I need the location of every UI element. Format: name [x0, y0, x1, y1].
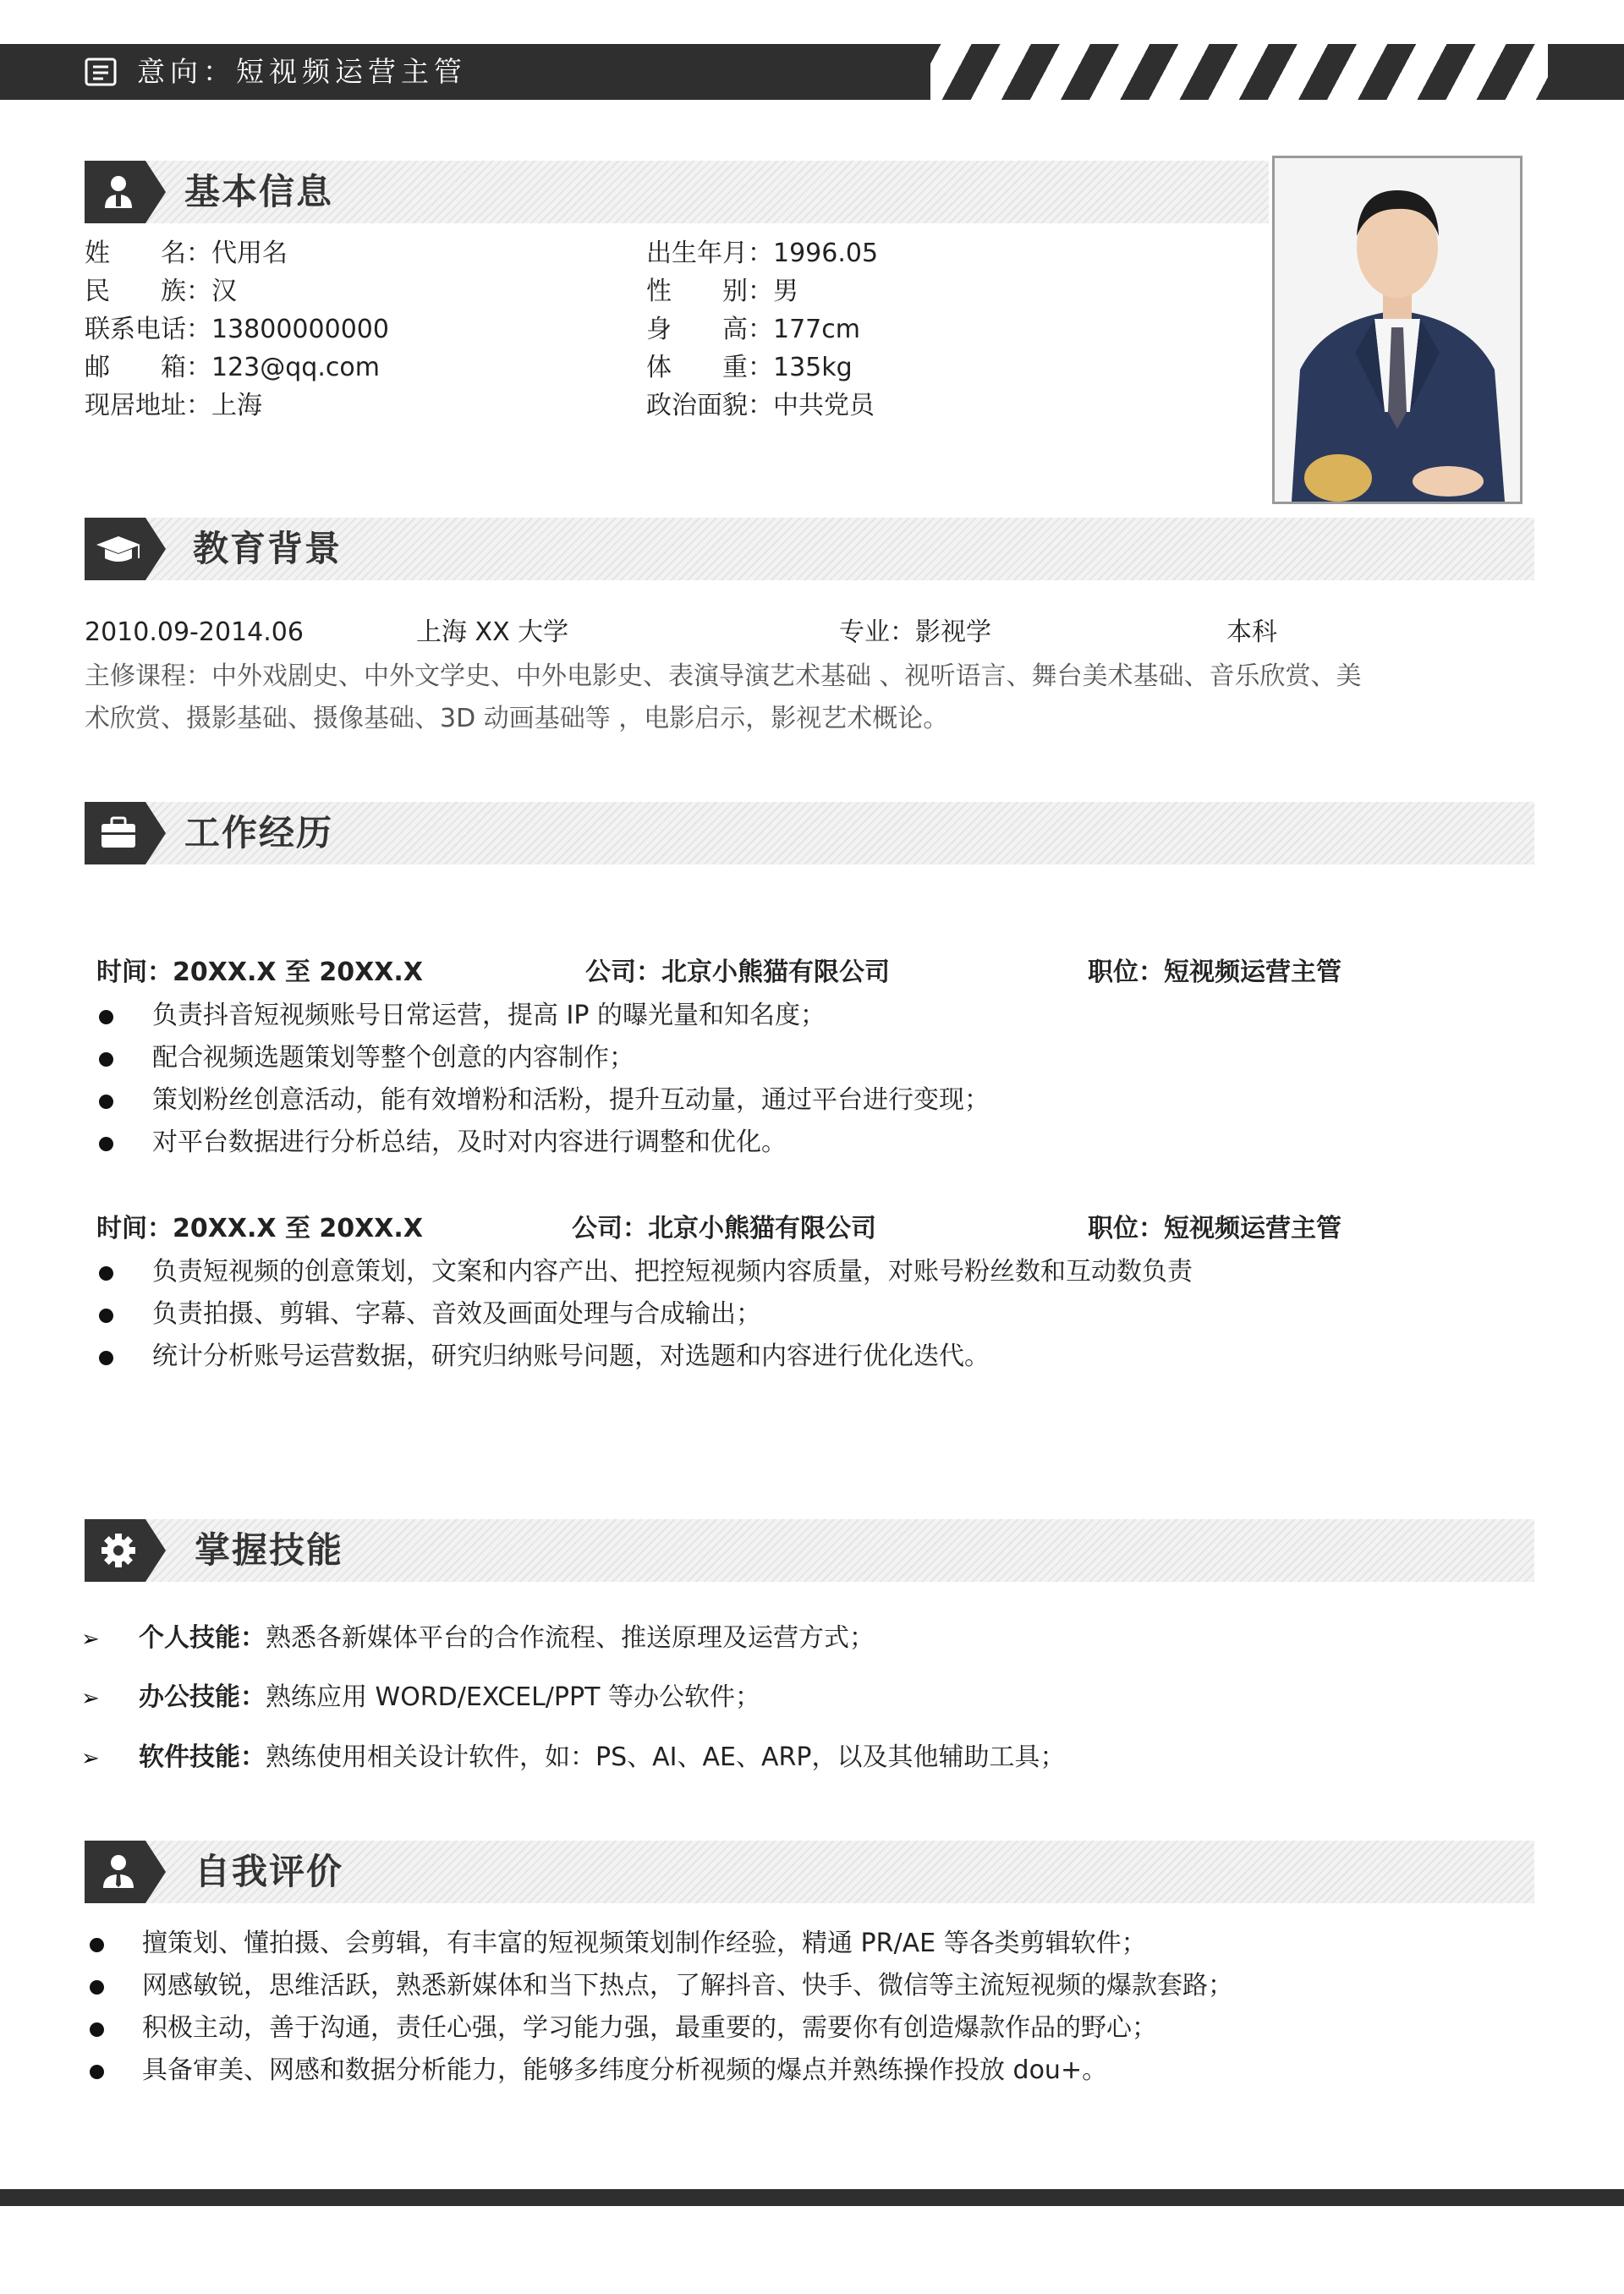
bullet-dot	[99, 1052, 113, 1067]
job2-company: 公司：北京小熊猫有限公司	[572, 1214, 876, 1243]
basic-height-row: 身 高：177cm	[646, 315, 860, 344]
skill-software: 软件技能：熟练使用相关设计软件，如：PS、AI、AE、ARP，以及其他辅助工具；	[139, 1742, 1066, 1772]
job1-duty: 配合视频选题策划等整个创意的内容制作；	[152, 1043, 634, 1073]
basic-name-row: 姓 名：代用名	[85, 239, 288, 268]
section-title: 教育背景	[193, 528, 343, 569]
birth-value: 1996.05	[773, 239, 879, 268]
user-tie-icon	[85, 1841, 166, 1903]
skill-office: 办公技能：熟练应用 WORD/EXCEL/PPT 等办公软件；	[139, 1682, 760, 1712]
banner-end	[1548, 44, 1624, 100]
arrow-bullet-icon: ➢	[81, 1746, 100, 1771]
job1-duty: 策划粉丝创意活动，能有效增粉和活粉，提升互动量，通过平台进行变现；	[152, 1085, 990, 1115]
section-title: 自我评价	[195, 1851, 344, 1892]
section-basic-info	[85, 161, 1269, 223]
banner-stripes	[930, 44, 1624, 100]
edu-courses-line2: 术欣赏、摄影基础、摄像基础、3D 动画基础等 ，电影启示，影视艺术概论。	[85, 704, 949, 733]
basic-email-row: 邮 箱：123@qq.com	[85, 353, 380, 382]
gender-value: 男	[773, 277, 798, 306]
arrow-bullet-icon: ➢	[81, 1686, 100, 1711]
basic-address-row: 现居地址：上海	[85, 391, 262, 420]
self-eval-item: 擅策划、懂拍摄、会剪辑，有丰富的短视频策划制作经验，精通 PR/AE 等各类剪辑软件；	[142, 1929, 1147, 1958]
job1-time: 时间：20XX.X 至 20XX.X	[96, 958, 423, 987]
ethnic-value: 汉	[211, 277, 237, 306]
skill-personal: 个人技能：熟悉各新媒体平台的合作流程、推送原理及运营方式；	[139, 1623, 875, 1653]
bullet-dot	[99, 1309, 113, 1323]
self-eval-item: 具备审美、网感和数据分析能力，能够多纬度分析视频的爆点并熟练操作投放 dou+。	[142, 2055, 1108, 2085]
job2-duty: 统计分析账号运营数据，研究归纳账号问题，对选题和内容进行优化迭代。	[152, 1342, 990, 1371]
bullet-dot	[90, 2022, 104, 2037]
bullet-dot	[90, 1980, 104, 1995]
section-self-eval	[85, 1841, 1534, 1903]
politics-value: 中共党员	[773, 391, 875, 420]
basic-politics-row: 政治面貌：中共党员	[646, 391, 875, 420]
edu-major: 专业：影视学	[839, 617, 991, 647]
self-eval-item: 积极主动，善于沟通，责任心强，学习能力强，最重要的，需要你有创造爆款作品的野心；	[142, 2013, 1157, 2043]
edu-school: 上海 XX 大学	[416, 617, 569, 647]
person-icon	[85, 161, 166, 223]
job1-duty: 对平台数据进行分析总结，及时对内容进行调整和优化。	[152, 1128, 787, 1157]
portrait-image	[1275, 158, 1520, 502]
bullet-dot	[99, 1010, 113, 1024]
edu-courses-line1: 主修课程：中外戏剧史、中外文学史、中外电影史、表演导演艺术基础 、视听语言、舞台美术基础、音乐欣赏、美	[85, 661, 1362, 691]
job1-duty: 负责抖音短视频账号日常运营，提高 IP 的曝光量和知名度；	[152, 1001, 826, 1030]
basic-phone-row: 联系电话：13800000000	[85, 315, 389, 344]
section-title: 基本信息	[184, 171, 334, 212]
weight-value: 135kg	[773, 353, 853, 382]
basic-birth-row: 出生年月：1996.05	[646, 239, 879, 268]
phone-value: 13800000000	[211, 315, 389, 344]
job-intent: 意向：短视频运营主管	[137, 55, 467, 88]
bullet-dot	[99, 1351, 113, 1365]
bullet-dot	[99, 1137, 113, 1151]
bullet-dot	[90, 2065, 104, 2079]
job2-duty: 负责短视频的创意策划，文案和内容产出、把控短视频内容质量，对账号粉丝数和互动数负责	[152, 1257, 1193, 1287]
basic-ethnic-row: 民 族：汉	[85, 277, 237, 306]
intent-banner	[0, 44, 1624, 100]
basic-weight-row: 体 重：135kg	[646, 353, 853, 382]
profile-photo	[1272, 156, 1522, 504]
basic-gender-row: 性 别：男	[646, 277, 798, 306]
section-title: 掌握技能	[195, 1529, 344, 1571]
section-title: 工作经历	[184, 812, 334, 853]
edu-period: 2010.09-2014.06	[85, 617, 304, 647]
self-eval-item: 网感敏锐，思维活跃，熟悉新媒体和当下热点，了解抖音、快手、微信等主流短视频的爆款套路；	[142, 1971, 1233, 2000]
section-skills	[85, 1519, 1534, 1582]
height-value: 177cm	[773, 315, 860, 344]
job2-position: 职位：短视频运营主管	[1088, 1214, 1341, 1243]
section-education	[85, 518, 1534, 580]
email-value: 123@qq.com	[211, 353, 380, 382]
name-value: 代用名	[211, 239, 288, 268]
gear-icon	[85, 1519, 166, 1582]
bullet-dot	[99, 1095, 113, 1109]
graduation-cap-icon	[85, 518, 166, 580]
bullet-dot	[90, 1938, 104, 1952]
footer-bar	[0, 2189, 1624, 2206]
job2-time: 时间：20XX.X 至 20XX.X	[96, 1214, 423, 1243]
briefcase-icon	[85, 802, 166, 864]
job2-duty: 负责拍摄、剪辑、字幕、音效及画面处理与合成输出；	[152, 1299, 761, 1329]
section-work	[85, 802, 1534, 864]
job1-position: 职位：短视频运营主管	[1088, 958, 1341, 987]
arrow-bullet-icon: ➢	[81, 1627, 100, 1652]
job1-company: 公司：北京小熊猫有限公司	[585, 958, 890, 987]
document-icon	[85, 58, 117, 86]
edu-degree: 本科	[1226, 617, 1277, 647]
bullet-dot	[99, 1266, 113, 1281]
address-value: 上海	[211, 391, 262, 420]
